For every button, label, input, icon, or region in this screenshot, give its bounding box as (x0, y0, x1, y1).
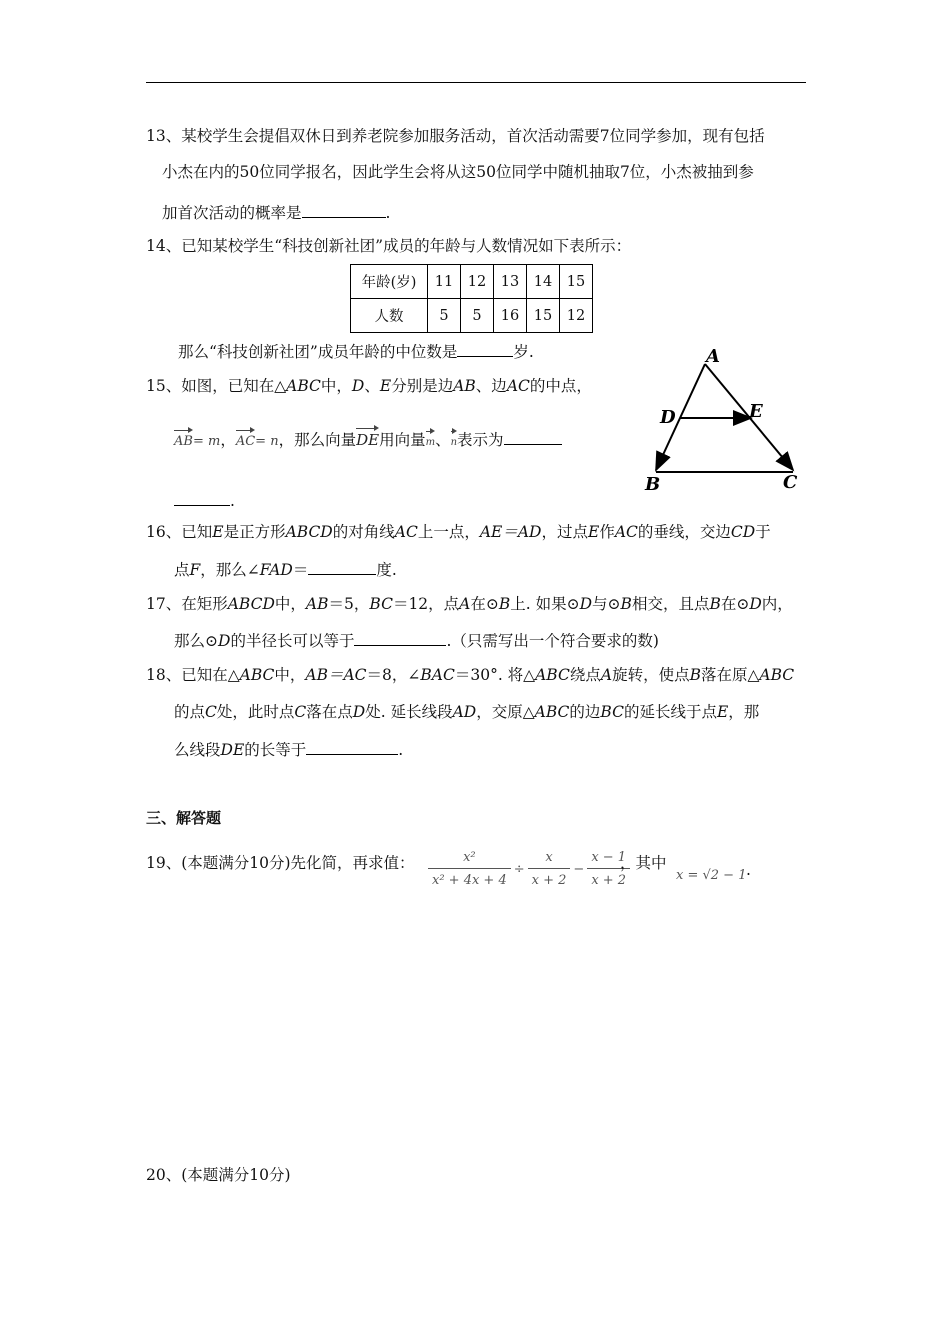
q18-text: 么线段 (174, 741, 221, 759)
fraction-2 (528, 850, 571, 888)
q17-text: 上. 如果⊙ (510, 595, 580, 613)
count-cell: 5 (428, 299, 461, 333)
q18-text: 的点 (174, 703, 206, 721)
age-row (351, 265, 593, 299)
q16-text: ，那么∠ (200, 561, 260, 579)
q17-point: B (709, 595, 721, 613)
q16-point: F (189, 561, 201, 579)
count-header-cell: 人数 (351, 299, 428, 333)
q18-text: 的延长线于点 (623, 703, 717, 721)
q16-segment: AC (394, 523, 418, 541)
fraction-1 (428, 850, 511, 888)
q13-suffix: . (385, 204, 391, 222)
q16-text: 于 (755, 523, 771, 541)
age-table (350, 264, 593, 333)
label-a: A (706, 346, 720, 367)
q15-eq-m: = m (192, 434, 221, 449)
q17-text: 与⊙ (592, 595, 621, 613)
age-header-cell: 年龄(岁) (351, 265, 428, 299)
q15-text: ， (220, 431, 236, 449)
q18-point: B (689, 666, 701, 684)
count-cell: 15 (527, 299, 560, 333)
q18-point: A (600, 666, 613, 684)
q18-text: 处. 延长线段 (365, 703, 453, 721)
q17-point: D (749, 595, 762, 613)
q18-line-1 (146, 665, 794, 685)
q18-point: C (294, 703, 307, 721)
q15-answer-blank-1 (504, 429, 562, 445)
q18-text: ＝8，∠ (366, 666, 421, 684)
q18-text: 绕点 (569, 666, 601, 684)
q19-x-value: x = √2 − 1 (676, 868, 747, 883)
q17-text: ＝5， (328, 595, 370, 613)
q15-answer-blank-2 (174, 490, 230, 506)
q17-point: D (579, 595, 593, 613)
fraction-denominator: x + 2 (528, 868, 571, 888)
q16-line-1 (146, 522, 771, 542)
q15-point-e: E (379, 377, 392, 395)
q17-line-1 (146, 594, 793, 614)
q18-text: 的长等于 (244, 741, 307, 759)
q18-angle: BAC (420, 666, 455, 684)
q18-text: 落在原△ (700, 666, 760, 684)
q14-suffix: 岁. (513, 343, 534, 361)
q18-text: 处，此时点 (216, 703, 295, 721)
q18-segment: DE (220, 741, 245, 759)
age-cell: 14 (527, 265, 560, 299)
q16-text: 16、已知 (146, 523, 213, 541)
q18-point: E (716, 703, 729, 721)
fraction-numerator: x² (463, 850, 476, 865)
q14-question (178, 341, 534, 362)
q18-triangle-name: ABC (535, 666, 570, 684)
vector-ab: AB (174, 432, 193, 452)
fraction-denominator: x + 2 (587, 868, 630, 888)
q17-text: 相交，且点 (631, 595, 710, 613)
q18-triangle-name: ABC (759, 666, 795, 684)
q18-point: C (205, 703, 217, 721)
minus-sign: − (573, 861, 585, 877)
vector-n: n (451, 433, 457, 453)
q16-text: 度. (376, 561, 397, 579)
q19-end: . (746, 861, 751, 879)
q18-triangle-name: ABC (239, 666, 275, 684)
q18-line-2 (174, 702, 759, 722)
q17-text: ＝12，点 (392, 595, 460, 613)
q15-side-ab: AB (453, 377, 476, 395)
q13-answer-blank (302, 202, 386, 218)
q15-eq-n: = n (255, 434, 279, 449)
q18-text: . (398, 741, 404, 759)
q18-text: 中， (274, 666, 306, 684)
q15-text: ，那么向量 (278, 431, 357, 449)
count-cell: 12 (560, 299, 593, 333)
q16-segment: CD (730, 523, 756, 541)
divide-sign: ÷ (513, 861, 525, 877)
q17-segment: BC (369, 595, 393, 613)
q18-triangle-name: ABC (534, 703, 570, 721)
q18-point: D (352, 703, 366, 721)
q17-answer-blank (354, 630, 446, 646)
label-e: E (749, 401, 763, 422)
q18-text: 的边 (569, 703, 601, 721)
q16-line-2 (174, 559, 397, 580)
section-heading: 三、解答题 (146, 809, 222, 827)
q17-text: 的半径长可以等于 (230, 632, 355, 650)
q17-point: D (218, 632, 231, 650)
q14-intro: 14、已知某校学生“科技创新社团”成员的年龄与人数情况如下表所示： (146, 237, 632, 255)
q18-line-3 (174, 739, 403, 760)
q17-point: B (620, 595, 632, 613)
q15-text: 、 (435, 431, 451, 449)
q15-text: 分别是边 (391, 377, 454, 395)
q17-rect-name: ABCD (227, 595, 275, 613)
q18-answer-blank (306, 739, 398, 755)
fraction-denominator: x² + 4x + 4 (428, 868, 511, 888)
vector-m: m (426, 433, 435, 453)
count-row (351, 299, 593, 333)
q18-text: 18、已知在△ (146, 666, 240, 684)
fraction-numerator: x − 1 (591, 850, 627, 865)
q19-where: ，其中 (620, 854, 667, 872)
q17-text: 在⊙ (470, 595, 499, 613)
label-b: B (645, 474, 661, 495)
label-d: D (660, 407, 676, 428)
q17-point: B (498, 595, 511, 613)
q15-text: 用向量 (379, 431, 426, 449)
q18-text: 旋转，使点 (612, 666, 690, 684)
vector-de: DE (356, 431, 380, 449)
q15-line-2 (174, 429, 562, 453)
q16-square-name: ABCD (285, 523, 333, 541)
count-cell: 5 (461, 299, 494, 333)
q19-expression (428, 850, 630, 888)
q15-text: 15、如图，已知在△ (146, 377, 287, 395)
q17-text: .（只需写出一个符合要求的数) (446, 632, 659, 650)
q16-answer-blank (308, 559, 376, 575)
q17-text: 中， (274, 595, 306, 613)
q13-line-1: 13、某校学生会提倡双休日到养老院参加服务活动，首次活动需要7位同学参加，现有包括 (146, 127, 765, 145)
header-rule (146, 82, 806, 83)
q15-text: 、 (364, 377, 380, 395)
count-cell: 16 (494, 299, 527, 333)
q14-answer-blank (457, 341, 513, 357)
q17-line-2 (174, 630, 659, 651)
q15-line-3 (174, 490, 235, 511)
q16-text: 点 (174, 561, 190, 579)
q15-text: 中， (320, 377, 352, 395)
q14-prefix: 那么“科技创新社团”成员年龄的中位数是 (178, 343, 458, 361)
q18-text: ，交原△ (476, 703, 535, 721)
q18-segment: AD (452, 703, 477, 721)
q16-text: 是正方形 (223, 523, 286, 541)
q13-prefix: 加首次活动的概率是 (162, 204, 302, 222)
q16-text: ＝ (292, 561, 309, 579)
q15-line-1 (146, 376, 592, 396)
q15-text: 表示为 (457, 431, 504, 449)
age-cell: 11 (428, 265, 461, 299)
q15-triangle-name: ABC (286, 377, 321, 395)
q17-segment: AB (305, 595, 329, 613)
q13-line-2: 小杰在内的50位同学报名，因此学生会将从这50位同学中随机抽取7位，小杰被抽到参 (162, 163, 754, 181)
q13-line-3 (162, 202, 390, 223)
q16-point: E (212, 523, 224, 541)
q17-text: 在⊙ (720, 595, 750, 613)
q18-text: ＝30°. 将△ (454, 666, 536, 684)
q18-text: ，那 (728, 703, 760, 721)
q15-text: 、边 (475, 377, 507, 395)
q16-point: E (588, 523, 600, 541)
q18-text: 落在点 (306, 703, 353, 721)
q17-text: 内， (761, 595, 793, 613)
q15-side-ac: AC (506, 377, 530, 395)
q16-text: ，过点 (541, 523, 588, 541)
q16-text: 上一点， (417, 523, 480, 541)
q15-point-d: D (351, 377, 365, 395)
q16-equation: AE＝AD (479, 523, 542, 541)
q15-text: . (230, 492, 235, 510)
q16-text: 作 (599, 523, 615, 541)
triangle-figure (640, 344, 810, 496)
q20-text: 20、(本题满分10分) (146, 1166, 291, 1184)
q17-point: A (459, 595, 471, 613)
q18-equation: AB＝AC (305, 666, 367, 684)
age-cell: 15 (560, 265, 593, 299)
q16-segment: AC (614, 523, 638, 541)
q17-text: 那么⊙ (174, 632, 218, 650)
age-cell: 12 (461, 265, 494, 299)
q17-text: 17、在矩形 (146, 595, 228, 613)
q15-text: 的中点， (529, 377, 592, 395)
fraction-numerator: x (545, 850, 553, 865)
q18-segment: BC (600, 703, 624, 721)
vector-ac: AC (236, 432, 255, 452)
q16-angle: FAD (259, 561, 293, 579)
q19-prefix: 19、(本题满分10分)先化简，再求值： (146, 854, 415, 872)
label-c: C (783, 472, 798, 493)
q16-text: 的垂线，交边 (637, 523, 731, 541)
age-cell: 13 (494, 265, 527, 299)
q16-text: 的对角线 (332, 523, 395, 541)
